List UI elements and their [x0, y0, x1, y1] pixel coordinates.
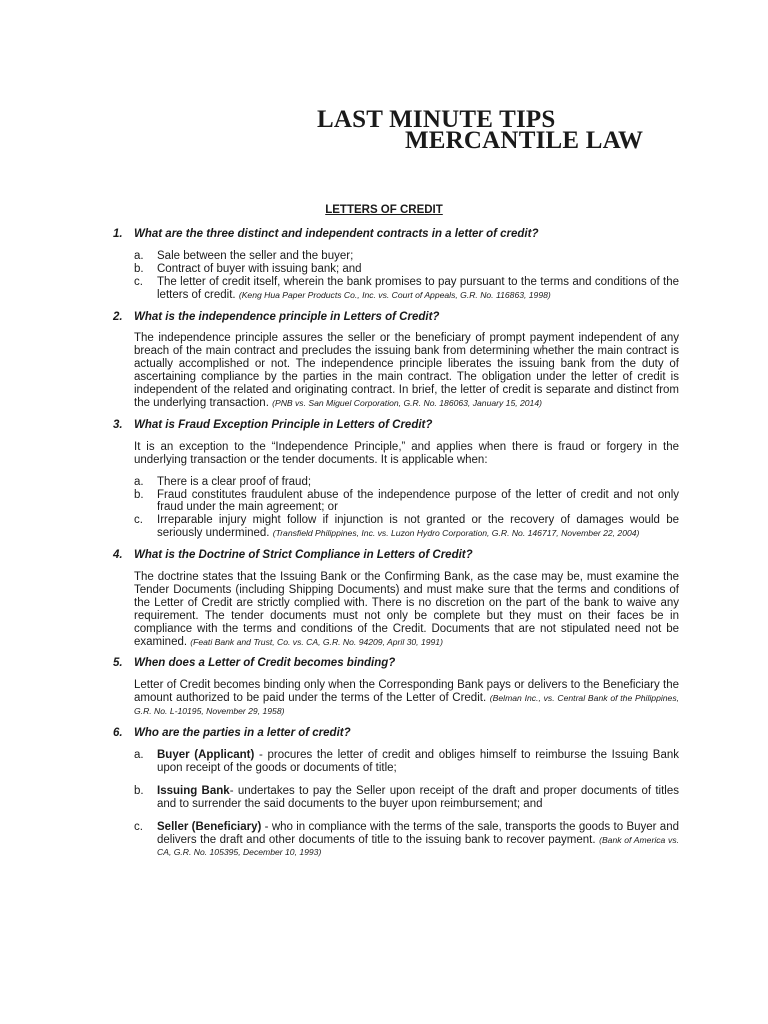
question-4: 4. What is the Doctrine of Strict Compliance in Letters of Credit? — [113, 549, 473, 562]
section-heading: LETTERS OF CREDIT — [325, 204, 443, 216]
answer-paragraph: It is an exception to the “Independence Principle,” and applies when there is fraud or forgery in the underlying transaction or the tender documents. It is applicable when: — [134, 440, 679, 466]
q1-answer-list — [134, 250, 679, 302]
document-title: LAST MINUTE TIPS — [317, 106, 556, 133]
question-6: 6. Who are the parties in a letter of credit? — [113, 727, 351, 740]
question-2: 2. What is the independence principle in Letters of Credit? — [113, 310, 440, 323]
citation: (Keng Hua Paper Products Co., Inc. vs. Court of Appeals, G.R. No. 116863, 1998) — [238, 289, 551, 300]
q3-answer-list — [134, 476, 679, 541]
answer-paragraph: The doctrine states that the Issuing Bank or the Confirming Bank, as the case may be, must examine the Tender Documents (including Shipping Documents) and must make sure that the terms and conditions of the Letter of Credit are strictly complied with. There is no discretion on the part of the bank to waive any requirement. The tender documents must not only be complete but they must on their faces be in compliance with the terms and conditions of the Credit. Documents that are not stipulated need not be examined. (Feati Bank and Trust, Co. vs. CA, G.R. No. 94209, April 30, 1991) — [134, 571, 679, 648]
answer-paragraph: Letter of Credit becomes binding only when the Corresponding Bank pays or delivers to the Beneficiary the amount authorized to be paid under the terms of the Letter of Credit. (Belman Inc., vs. Central Bank of the Philippines, G.R. No. L-10195, November 29, 1958) — [134, 679, 680, 717]
citation: (Feati Bank and Trust, Co. vs. CA, G.R. No. 94209, April 30, 1991) — [190, 636, 443, 647]
qa-content — [113, 228, 679, 869]
list-item: c. The letter of credit itself, wherein the bank promises to pay pursuant to the terms and conditions of the letters of credit. (Keng Hua Paper Products Co., Inc. vs. Court of Appeals, G.R. No. 116863, 1998) — [134, 275, 679, 301]
citation: (Transfield Philippines, Inc. vs. Luzon Hydro Corporation, G.R. No. 146717, November 22, 2004) — [272, 528, 640, 539]
list-item: c. Irreparable injury might follow if injunction is not granted or the recovery of damages would be seriously undermined. (Transfield Philippines, Inc. vs. Luzon Hydro Corporation, G.R. No. 146717, November 22, 2004) — [134, 514, 679, 540]
list-item: a. Buyer (Applicant) - procures the letter of credit and obliges himself to reimburse the Issuing Bank upon receipt of the goods or documents of title; — [134, 749, 679, 774]
list-item: b. Issuing Bank- undertakes to pay the Seller upon receipt of the draft and proper documents of titles and to surrender the said documents to the buyer upon reimbursement; and — [134, 784, 679, 810]
citation: (Belman Inc., vs. Central Bank of the Philippines, G.R. No. L-10195, November 29, 1958) — [134, 693, 680, 717]
answer-paragraph: The independence principle assures the seller or the beneficiary of prompt payment independent of any breach of the main contract and precludes the issuing bank from determining whether the main contract is actually accomplished or not. The independence principle liberates the issuing bank from the duty of ascertaining compliance by the parties in the main contract. The obligation under the letter of credit is independent of the related and originating contract. In brief, the letter of credit is separate and distinct from the underlying transaction. (PNB vs. San Miguel Corporation, G.R. No. 186063, January 15, 2014) — [134, 332, 679, 409]
list-item: b. Contract of buyer with issuing bank; and — [134, 262, 362, 275]
citation: (Bank of America vs. CA, G.R. No. 105395, December 10, 1993) — [157, 834, 680, 858]
list-item: b. Fraud constitutes fraudulent abuse of the independence purpose of the letter of credit and not only fraud under the main agreement; or — [134, 488, 679, 514]
question-3: 3. What is Fraud Exception Principle in Letters of Credit? — [113, 418, 433, 431]
question-5: 5. When does a Letter of Credit becomes binding? — [113, 657, 396, 670]
question-1: 1. What are the three distinct and independent contracts in a letter of credit? — [113, 228, 539, 240]
list-item: a. Sale between the seller and the buyer; — [134, 249, 354, 262]
q6-answer-list — [134, 749, 679, 859]
citation: (PNB vs. San Miguel Corporation, G.R. No. 186063, January 15, 2014) — [272, 397, 542, 408]
list-item: a. There is a clear proof of fraud; — [134, 475, 312, 488]
list-item: c. Seller (Beneficiary) - who in compliance with the terms of the sale, transports the goods to Buyer and delivers the draft and other documents of title to the issuing bank to recover payment. (Bank of America vs. CA, G.R. No. 105395, December 10, 1993) — [134, 820, 680, 858]
document-subtitle: MERCANTILE LAW — [405, 127, 644, 154]
